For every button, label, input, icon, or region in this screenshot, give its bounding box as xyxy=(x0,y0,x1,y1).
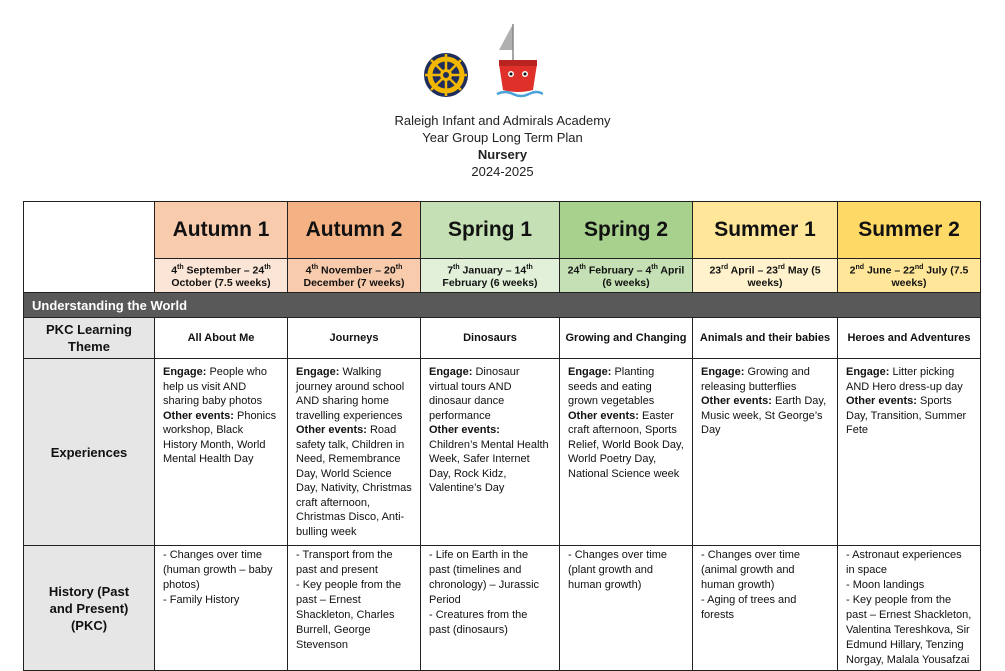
other-events-text: Earth Day, Music week, St George’s Day xyxy=(701,395,827,436)
theme-cell: Heroes and Adventures xyxy=(838,318,981,359)
experience-cell xyxy=(693,359,838,546)
term-dates: 4th November – 20th December (7 weeks) xyxy=(288,259,421,293)
other-events-text: Sports Day, Transition, Summer Fete xyxy=(846,395,967,436)
engage-label: Engage: xyxy=(429,366,473,378)
history-item: - Changes over time (animal growth and human growth) xyxy=(701,549,801,591)
history-item: - Key people from the past – Ernest Shackleton, Charles Burrell, George Stevenson xyxy=(296,579,402,651)
experience-cell xyxy=(421,359,560,546)
history-item: - Key people from the past – Ernest Shackleton, Valentina Tereshkova, Sir Edmund Hillary, Tenzing Norgay, Malala Yousafzai xyxy=(846,594,972,666)
theme-row xyxy=(24,318,981,359)
experience-cell xyxy=(155,359,288,546)
history-cell xyxy=(288,546,421,671)
experiences-row xyxy=(24,359,981,546)
other-events-label: Other events: xyxy=(296,424,367,436)
boat-logo-icon xyxy=(493,22,543,100)
theme-cell: All About Me xyxy=(155,318,288,359)
engage-text: Growing and releasing butterflies xyxy=(701,366,810,393)
history-item: - Creatures from the past (dinosaurs) xyxy=(429,609,528,636)
row-header-theme: PKC Learning Theme xyxy=(24,318,155,359)
experience-cell xyxy=(288,359,421,546)
history-item: - Aging of trees and forests xyxy=(701,594,797,621)
engage-label: Engage: xyxy=(701,366,745,378)
engage-text: Planting seeds and eating grown vegetables xyxy=(568,366,655,407)
section-row xyxy=(24,293,981,318)
term-dates: 23rd April – 23rd May (5 weeks) xyxy=(693,259,838,293)
history-item: - Moon landings xyxy=(846,579,925,591)
engage-text: People who help us visit AND sharing baby photos xyxy=(163,366,267,407)
history-cell xyxy=(838,546,981,671)
other-events-label: Other events: xyxy=(163,409,234,422)
term-title: Summer 1 xyxy=(693,202,838,259)
history-item: - Family History xyxy=(163,594,240,606)
other-events-label: Other events: xyxy=(846,395,917,407)
engage-label: Engage: xyxy=(296,366,340,378)
academic-year: 2024-2025 xyxy=(471,164,534,179)
other-events-label: Other events: xyxy=(701,395,772,407)
school-name: Raleigh Infant and Admirals Academy xyxy=(394,113,611,128)
term-title: Summer 2 xyxy=(838,202,981,259)
other-events-text: Easter craft afternoon, Sports Relief, World Book Day, World Poetry Day, National Science week xyxy=(568,409,684,480)
theme-cell: Dinosaurs xyxy=(421,318,560,359)
history-item: - Changes over time (plant growth and human growth) xyxy=(568,549,668,591)
history-item: - Changes over time (human growth – baby photos) xyxy=(163,549,273,591)
term-title: Autumn 1 xyxy=(155,202,288,259)
experience-cell xyxy=(560,359,693,546)
engage-label: Engage: xyxy=(163,366,207,378)
history-item: - Transport from the past and present xyxy=(296,549,393,576)
term-dates: 24th February – 4th April (6 weeks) xyxy=(560,259,693,293)
row-header-history: History (Past and Present) (PKC) xyxy=(24,546,155,671)
year-group: Nursery xyxy=(477,147,528,162)
other-events-text: Children’s Mental Health Week, Safer Internet Day, Rock Kidz, Valentine’s Day xyxy=(429,438,549,494)
section-title: Understanding the World xyxy=(24,293,981,318)
engage-text: Walking journey around school AND sharing home travelling experiences xyxy=(296,366,405,422)
other-events-label: Other events: xyxy=(429,424,500,436)
long-term-plan-table xyxy=(23,201,981,671)
theme-cell: Growing and Changing xyxy=(560,318,693,359)
corner-cell xyxy=(24,202,155,293)
term-title: Spring 2 xyxy=(560,202,693,259)
history-cell xyxy=(560,546,693,671)
plan-title: Year Group Long Term Plan xyxy=(422,130,583,145)
term-date-row xyxy=(24,259,981,293)
compass-logo-icon xyxy=(423,52,469,98)
engage-label: Engage: xyxy=(568,366,612,378)
term-title-row xyxy=(24,202,981,259)
term-title: Autumn 2 xyxy=(288,202,421,259)
history-cell xyxy=(155,546,288,671)
history-item: - Astronaut experiences in space xyxy=(846,549,962,576)
theme-cell: Journeys xyxy=(288,318,421,359)
engage-label: Engage: xyxy=(846,366,890,378)
engage-text: Litter picking AND Hero dress-up day xyxy=(846,366,963,393)
experience-cell xyxy=(838,359,981,546)
history-cell xyxy=(421,546,560,671)
term-dates: 2nd June – 22nd July (7.5 weeks) xyxy=(838,259,981,293)
term-dates: 4th September – 24th October (7.5 weeks) xyxy=(155,259,288,293)
other-events-label: Other events: xyxy=(568,409,639,422)
history-item: - Life on Earth in the past (timelines and chronology) – Jurassic Period xyxy=(429,549,540,606)
other-events-text: Road safety talk, Children in Need, Remembrance Day, World Science Day, Nativity, Christmas craft afternoon, Christmas Disco, Anti-bulling week xyxy=(296,424,412,538)
history-row xyxy=(24,546,981,671)
engage-text: Dinosaur virtual tours AND dinosaur dance performance xyxy=(429,366,520,422)
other-events-text: Phonics workshop, Black History Month, World Mental Health Day xyxy=(163,409,277,465)
term-dates: 7th January – 14th February (6 weeks) xyxy=(421,259,560,293)
row-header-experiences: Experiences xyxy=(24,359,155,546)
theme-cell: Animals and their babies xyxy=(693,318,838,359)
document-header xyxy=(0,112,1005,180)
term-title: Spring 1 xyxy=(421,202,560,259)
history-cell xyxy=(693,546,838,671)
